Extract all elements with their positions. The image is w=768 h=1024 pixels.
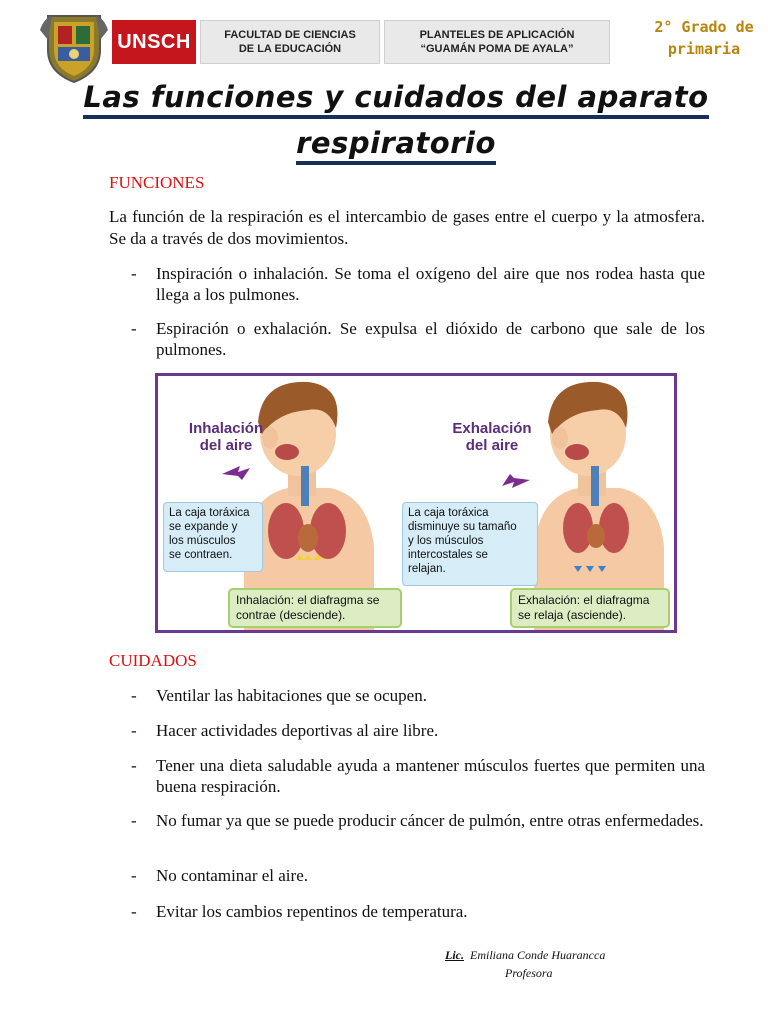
inhalation-title: Inhalación del aire — [188, 420, 264, 454]
list-item: - Hacer actividades deportivas al aire libre. — [131, 721, 439, 740]
teacher-name: Emiliana Conde Huarancca — [470, 948, 606, 962]
title-prefix: Lic. — [445, 948, 464, 962]
list-item: - No fumar ya que se puede producir cáncer de pulmón, entre otras enfermedades. — [131, 811, 704, 830]
teacher-role: Profesora — [505, 966, 553, 980]
cuidados-heading: CUIDADOS — [109, 651, 197, 670]
inhalation-note: La caja toráxica se expande y los músculos se contraen. — [163, 502, 263, 572]
grade-label — [648, 16, 760, 60]
teacher-signature — [445, 948, 605, 963]
list-item: - Tener una dieta saludable ayuda a mantener músculos fuertes que permiten una buena respiración. — [131, 756, 705, 796]
school-banner — [384, 20, 610, 64]
funciones-intro: La función de la respiración es el intercambio de gases entre el cuerpo y la atmosfera. Se da a través de dos movimientos. — [109, 207, 705, 248]
exhalation-title: Exhalación del aire — [452, 420, 532, 454]
school-line-2: “GUAMÁN POMA DE AYALA” — [420, 43, 574, 55]
grade-line-2: primaria — [667, 40, 741, 58]
list-item: - Inspiración o inhalación. Se toma el oxígeno del aire que nos rodea hasta que llega a los pulmones. — [131, 264, 705, 304]
list-item: - Ventilar las habitaciones que se ocupen. — [131, 686, 427, 705]
page-title-line-1: Las funciones y cuidados del aparato — [0, 80, 768, 114]
faculty-banner — [200, 20, 380, 64]
list-item: - Evitar los cambios repentinos de temperatura. — [131, 902, 468, 921]
list-item: - Espiración o exhalación. Se expulsa el dióxido de carbono que sale de los pulmones. — [131, 319, 705, 359]
school-line-1: PLANTELES DE APLICACIÓN — [419, 29, 575, 41]
breathing-illustration — [155, 373, 677, 633]
faculty-line-1: FACULTAD DE CIENCIAS — [224, 29, 356, 41]
list-item: - No contaminar el aire. — [131, 866, 308, 885]
university-seal — [38, 10, 110, 84]
inhalation-diaphragm-note: Inhalación: el diafragma se contrae (desciende). — [228, 588, 402, 628]
page-title-line-2: respiratorio — [0, 126, 768, 160]
exhalation-diaphragm-note: Exhalación: el diafragma se relaja (asciende). — [510, 588, 670, 628]
funciones-heading: FUNCIONES — [109, 173, 205, 192]
grade-line-1: 2° Grado de — [654, 18, 754, 36]
faculty-line-2: DE LA EDUCACIÓN — [238, 43, 342, 55]
unsch-logo: UNSCH — [112, 20, 196, 64]
exhalation-note: La caja toráxica disminuye su tamaño y los músculos intercostales se relajan. — [402, 502, 538, 586]
